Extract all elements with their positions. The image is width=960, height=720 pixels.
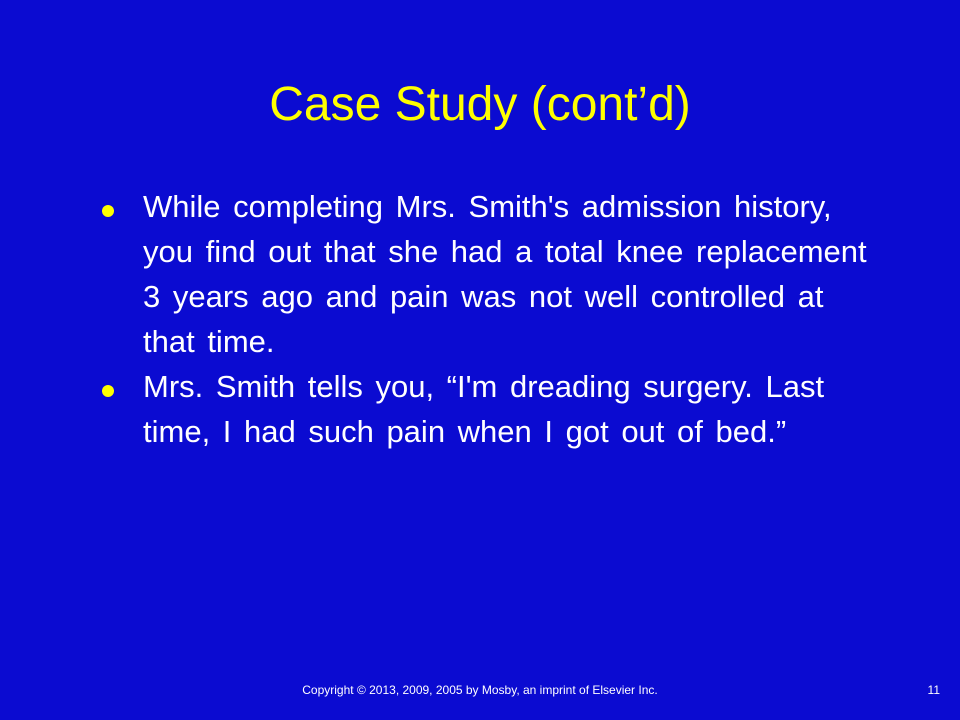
bullet-text: Mrs. Smith tells you, “I'm dreading surgery. Last time, I had such pain when I got out of bed.” — [143, 369, 825, 449]
slide-title: Case Study (cont’d) — [269, 78, 691, 131]
bullet-dot-icon — [102, 205, 114, 217]
bullet-dot-icon — [102, 385, 114, 397]
bullet-item — [102, 364, 902, 454]
page-number: 11 — [927, 683, 940, 697]
bullet-list — [102, 184, 902, 454]
copyright-footer: Copyright © 2013, 2009, 2005 by Mosby, an imprint of Elsevier Inc. — [302, 683, 658, 697]
bullet-item — [102, 184, 902, 364]
bullet-text: While completing Mrs. Smith's admission history, you find out that she had a total knee replacement 3 years ago and pain was not well controlled at that time. — [143, 189, 867, 359]
